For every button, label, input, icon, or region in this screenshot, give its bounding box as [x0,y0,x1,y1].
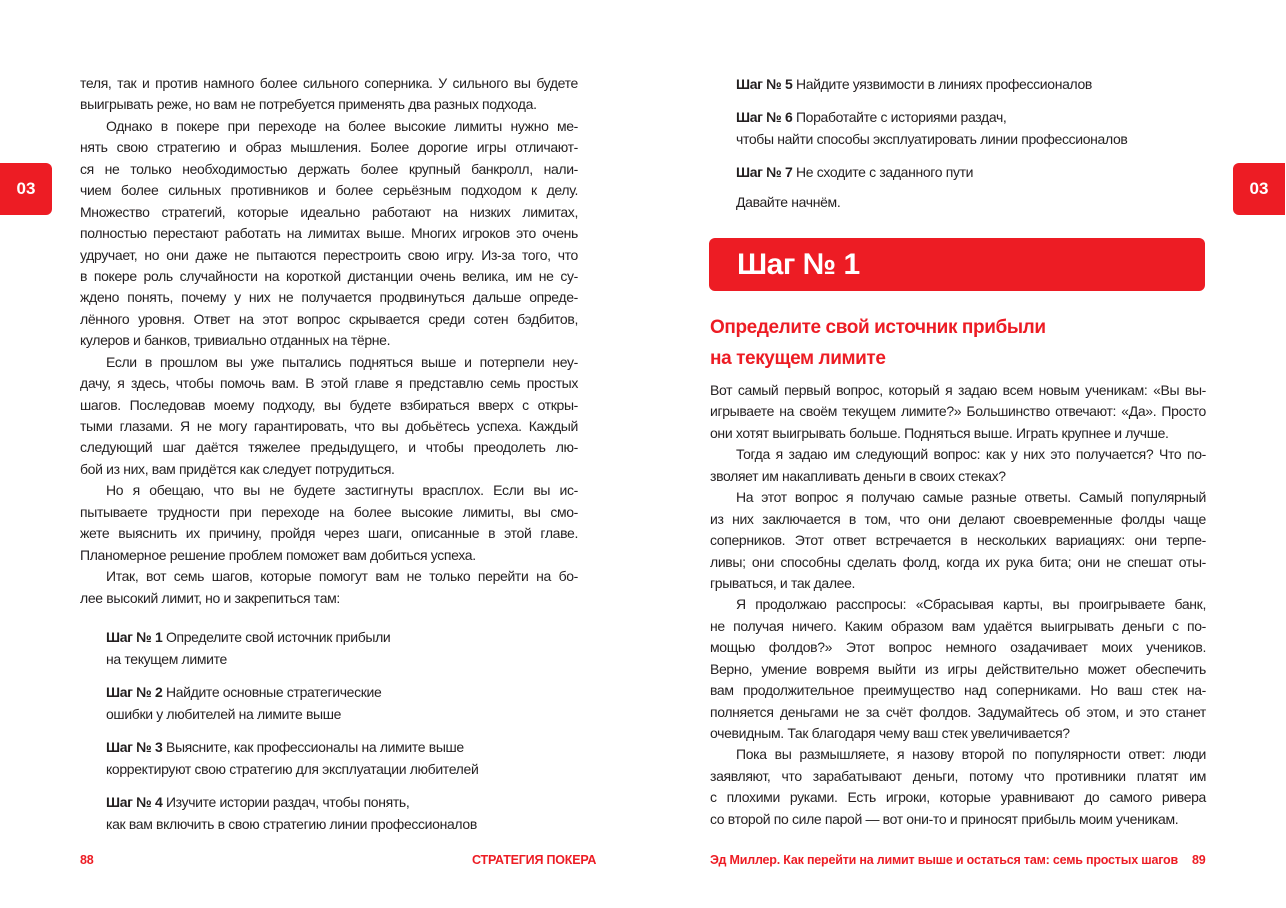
text-line: в покере роль случайности на короткой дистанции очень велика, им не су- [80,267,578,284]
text-line: лённого уровня. Ответ на этот вопрос скрывается среди сотен бэдбитов, [80,310,578,327]
step-item [736,73,1128,95]
text-line: вам продолжительное преимущество над соперниками. Но ваш стек на- [710,682,1206,699]
text-line: выигрывать реже, но вам не потребуется применять два разных подхода. [80,96,537,113]
step-text: Поработайте с историями раздач, [795,109,1007,125]
text-line: Множество стратегий, которые идеально работают на низких лимитах, [80,203,578,220]
text-line: игрываете на своём текущем лимите?» Большинство отвечают: «Да». Просто [710,403,1206,420]
text-line: теля, так и против намного более сильного соперника. У сильного вы будете [80,75,578,91]
text-line: удручает, но они даже не пытаются перестроить свою игру. Из-за того, что [80,246,578,263]
text-line: полняется деньгами не за счёт фолдов. Задумайтесь об этом, и это станет [710,703,1206,720]
text-line: пытываете трудности при переходе на более высокие лимиты, вы смо- [80,503,578,520]
step-text: Выясните, как профессионалы на лимите выше [165,739,464,755]
step-line [106,813,478,835]
text-line: полностью перестают работать на лимитах выше. Многих игроков это очень [80,225,578,242]
left-steps-list [106,626,478,846]
text-line: ся не только необходимостью держать более крупный банкролл, нали- [80,160,578,177]
step-text: Изучите истории раздач, чтобы понять, [165,794,410,810]
text-line: со второй по силе парой — вот они-то и приносят прибыль моим ученикам. [710,810,1179,827]
text-line: дачу, я здесь, чтобы помочь вам. В этой главе я представлю семь простых [80,375,578,392]
step-line [736,73,1128,95]
step-item [736,161,1128,183]
step-line [106,758,478,780]
step-label: Шаг № 1 [106,629,163,645]
step-line [106,791,478,813]
text-line: с плохими руками. Есть игроки, которые уравнивают до самого ривера [710,789,1206,806]
step-subheading [710,312,1046,374]
lets-begin-text: Давайте начнём. [736,194,841,210]
step-line [736,106,1128,128]
subheading-line: Определите свой источник прибыли [710,317,1046,338]
step-item [106,626,478,670]
text-line: Я продолжаю расспросы: «Сбрасывая карты, вы проигрываете банк, [736,596,1206,613]
step-item [106,791,478,835]
text-line: из них заключается в том, что они делают своевременные фолды чаще [710,510,1206,527]
text-line: Верно, умение вовремя выйти из игры действительно может обеспечить [710,660,1206,677]
text-line: очевидным. Так благодаря чему ваш стек увеличивается? [710,725,1070,741]
step-label: Шаг № 2 [106,684,163,700]
text-line: мощью фолдов?» Этот вопрос немного озадачивает моих учеников. [710,639,1206,656]
step-label: Шаг № 3 [106,739,163,755]
text-line: Тогда я задаю им следующий вопрос: как у них это получается? Что по- [736,446,1206,463]
step-text: Определите свой источник прибыли [165,629,391,645]
text-line: Пока вы размышляете, я назову второй по популярности ответ: люди [736,746,1206,763]
step-line [106,736,478,758]
step-text: как вам включить в свою стратегию линии профессионалов [106,816,477,832]
text-line: ждено понять, почему у них не получается продвинуться дальше опреде- [80,289,578,306]
text-line: Если в прошлом вы уже пытались подняться выше и потерпели неу- [106,353,578,370]
text-line: следующий шаг даётся тяжелее предыдущего, и чтобы преодолеть лю- [80,439,578,456]
step-line [106,703,478,725]
step-text: Найдите уязвимости в линиях профессионалов [795,76,1093,92]
step-item [106,736,478,780]
text-line: лее высокий лимит, но и закрепиться там: [80,589,340,606]
step-text: чтобы найти способы эксплуатировать линии профессионалов [736,131,1128,147]
chapter-tab-left: 03 [0,163,52,215]
text-line: соперников. Этот ответ встречается в нескольких вариациях: они терпе- [710,532,1206,549]
right-steps-list [736,73,1128,194]
left-page-body [80,73,578,609]
step-text: корректируют свою стратегию для эксплуатации любителей [106,761,479,777]
step-line [736,128,1128,150]
running-title-left: СТРАТЕГИЯ ПОКЕРА [472,853,597,867]
chapter-tab-right: 03 [1233,163,1285,215]
page-number-left: 88 [80,853,94,867]
text-line: зволяет им накапливать деньги в своих стеках? [710,467,1006,484]
text-line: грываться, и так далее. [710,574,856,591]
text-line: На этот вопрос я получаю самые разные ответы. Самый популярный [736,489,1206,506]
text-line: шагов. Последовав моему подходу, вы будете взбираться вверх с откры- [80,396,578,413]
step-label: Шаг № 6 [736,109,793,125]
step-line [106,626,478,648]
step-text: Найдите основные стратегические [165,684,382,700]
text-line: тыми глазами. Я не могу гарантировать, что вы добьётесь успеха. Каждый [80,418,578,434]
step-item [106,681,478,725]
step-text: Не сходите с заданного пути [795,164,974,180]
text-line: жете выяснить их причину, пройдя через шаги, описанные в этой главе. [80,525,578,542]
step-text: на текущем лимите [106,651,227,667]
text-line: заявляют, что зарабатывают деньги, потому что противники платят им [710,767,1206,784]
text-line: Но я обещаю, что вы не будете застигнуты врасплох. Если вы ис- [106,482,578,499]
step-label: Шаг № 4 [106,794,163,810]
text-line: чием более сильных противников и более серьёзным подходом к делу. [80,182,578,199]
text-line: Вот самый первый вопрос, который я задаю всем новым ученикам: «Вы вы- [710,382,1206,398]
step-line [736,161,1128,183]
text-line: ливы; они способны сделать фолд, когда их рука бита; они не спешат оты- [710,553,1206,570]
text-line: кулеров и банков, тривиально отданных на тёрне. [80,332,391,349]
step-line [106,681,478,703]
step-item [736,106,1128,150]
step-text: ошибки у любителей на лимите выше [106,706,342,722]
text-line: нять свою стратегию и образ мышления. Более дорогие игры отличают- [80,139,578,156]
step-label: Шаг № 5 [736,76,793,92]
text-line: не получая ничего. Каким образом вам удаётся выигрывать деньги с по- [710,617,1206,634]
text-line: Итак, вот семь шагов, которые помогут вам не только перейти на бо- [106,568,578,585]
running-title-right: Эд Миллер. Как перейти на лимит выше и остаться там: семь простых шагов [710,853,1178,867]
right-page-body [710,380,1206,830]
text-line: Однако в покере при переходе на более высокие лимиты нужно ме- [106,117,578,134]
step-banner: Шаг № 1 [709,238,1205,291]
text-line: они хотят выигрывать больше. Подняться выше. Играть крупнее и лучше. [710,424,1169,441]
step-line [106,648,478,670]
subheading-line: на текущем лимите [710,348,886,369]
text-line: Планомерное решение проблем поможет вам добиться успеха. [80,546,476,563]
step-label: Шаг № 7 [736,164,793,180]
text-line: бой из них, вам придётся как следует потрудиться. [80,460,395,477]
page-number-right: 89 [1192,853,1206,867]
